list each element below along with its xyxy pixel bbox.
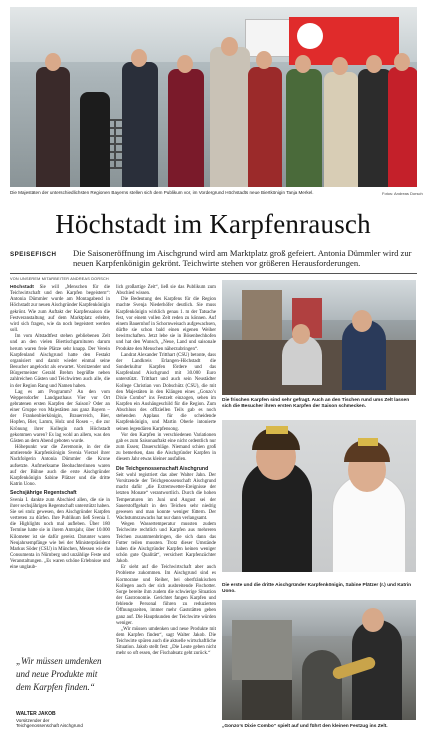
paragraph: Svenia I. dankte zum Abschied allen, die sie in ihrer sechsjährigen Regentschaft unterstützt haben. Sie sei stolz gewesen, den Aischgründer Karpfen vertreten zu dürfen. Ihre Publikum ließ Svenia I. die Highlights noch mal aufleben. Über 180 Termine hatte sie in ihrem Amtsjahr, über 10.000 Kilometer ist sie dafür gereist. Darunter waren Neujahrsempfänge wie bei der Ministerpräsident Markus Söder (CSU) in München, Messen wie die Consumenta in Nürnberg und unzählige Feste und Veranstaltungen. „Es waren schöne Erlebnisse und eine unglaub-	[10, 497, 110, 571]
paragraph: Seit wohl registriert das aber Walter Jahn. Der Vorsitzende der Teichgenossenschaft Aischgrund macht dafür „die Extremwetter-Ereignisse der letzten Monate“ verantwortlich. Durch die hohen Temperaturen im Juni und August sei der Sauerstoffgehalt in den Teichen sehr niedrig gewesen und man konnte weniger füttern. Der Wachstumszuwachs hat nur dann verlangsamt.	[116, 472, 216, 522]
photo-caption: Die erste und die dritte Aischgründer Karpfenkönigin, Sabine Plätzer (r.) und Katrin Uono.	[222, 583, 412, 594]
pull-quote: „Wir müssen umdenken und neue Produkte mit dem Karpfen finden.“	[16, 656, 102, 692]
top-photo-caption: Die Majestäten der unterschiedlichsten Regionen Bayerns stellen sich dem Publikum vor, im Vordergrund Höchstadts neue Biertkönigin Tanja Merkel.	[10, 190, 314, 195]
article-column-1	[10, 285, 110, 571]
paragraph: Sie will „Menschen für die Teichwirtschaft und den Karpfen begeistern“: Antonia Dümmler wurde am Montagabend in Höchstadt zur neuen Aischgründer Karpfenkönigin gekrönt. Wie zum Auftakt der Karpfensaison die Festveranstaltung auf dem Marktplatz erlebte, wird sich fragen, wie da noch begeistert werden soll.	[10, 285, 110, 334]
dateline: Höchstadt	[10, 285, 34, 290]
photo-caption: „Gonzo’s Dixie Combo“ spielt auf und führt den kleinen Festzug ins Zelt.	[222, 724, 388, 729]
subhead: Die Saisoneröffnung im Aischgrund wird am Marktplatz groß gefeiert. Antonia Dümmler wird zur neuen Karpfenkönigin gekrönt. Teichwirte stehen vor größeren Herausforderungen.	[73, 248, 412, 269]
paragraph: Höhepunkt war die Zeremonie, in der die amtierende Karpfenkönigin Svenia Vierzel ihrer Nachfolgerin Antonia Dümmler die Krone aufsetzte. Aufmerksame Beobachterinnen waren auf der Bühne auch die erste Aischgründer Karpfenkönigin Sabine Plätzer und die dritte Katrin Uono.	[10, 445, 110, 487]
photo-queens-portrait	[222, 420, 416, 572]
paragraph: Im vom Altstadtfest stehen gebliebenen Zelt und an den vielen Biertischgarnituren darum herum waren freie Plätze sehr knapp. Der Verein Karpfenland Aischgrund hatte den Festakt organisiert und damit wieder einmal seine Besucher angelockt als erwartet. Vorsitzender und Bürgermeister Gerald Brehm begrüßte neben zahlreichen Gästen und Teichwirten auch alle, die in der Region Rang und Namen haben.	[10, 334, 110, 389]
kicker: SPEISEFISCH	[10, 251, 57, 258]
paragraph: „Wir müssen umdenken und neue Produkte mit dem Karpfen finden“, sagt Walter Jakob. Die Teichwirte spüren auch die aktuelle wirtschaftliche Situation. Jakob stellt fest: „Die Leute geben nicht mehr so oft essen, der Fischabsatz geht zurück.“	[116, 626, 216, 657]
section-heading: Sechsjährige Regentschaft	[10, 490, 77, 497]
top-photo-queens	[10, 7, 417, 187]
quote-role: Vorsitzender der	[16, 717, 50, 723]
divider-rule	[10, 273, 417, 274]
paragraph: Er sieht auf die Teichwirtschaft aber auch Probleme zukommen. Im Aischgrund sind es Kormorane und Reiher, bei oberfränkischen Kollegen auch der sich ausbreitende Fischotter. Sorge bereite ihm zudem die schwierige Situation der Gastronomie. Gerichtet fangen Karpfen und fehlende Personal führen zu reduzierten Öffnungszeiten, immer mehr Gaststätten geben ganz auf. Die Hauptkunden der Teichwirte würden weniger.	[116, 565, 216, 626]
photo-caption: Die frischen Karpfen sind sehr gefragt. Auch an den Tischen rund ums Zelt lassen sich die Besucher ihren ersten Karpfen der Saison schmecken.	[222, 398, 410, 409]
article-column-2	[116, 285, 216, 658]
paragraph: Landrat Alexander Tritthart (CSU) betonte, dass der Landkreis Erlangen-Höchstadt die Sonderkultur Karpfen fördere und das Karpfenland Aischgrund mit 30.000 Euro unterstützt. Tritthart und auch sein Neustädter Kollege Christian von Dobschütz (CSU), die mit den Majestäten in den Klängen eines „Gonzo’s Dixie Combo“ ins Festzelt einzogen, sehen im Karpfen ein Aushängeschild für die Region. Zum Abschluss des offiziellen Teils gab es noch stehenden Applaus für die scheidende Karpfenkönigin, und Martin Oberle intonierte seinen legendären Karpfensong.	[116, 352, 216, 432]
photo-diners	[222, 280, 416, 395]
paragraph: Lag es am Programm? An den vom Weppersdorfer Landgasthaus Vier vor Ort gebratenen ersten Karpfen der Saison? Oder an einer Gruppe von Majestäten aus ganz Bayern – der Frankenbierkönigin, Brauerreich, Bier, Hopfen, Bier, Lamm, Holz und Rosen –, die zur Krönung ihrer Kollegin nach Höchstadt gekommen waren? Es lag wohl an allem, was den Gästen an dem Abend geboten wurde.	[10, 389, 110, 444]
author-line: VON UNSEREM MITARBEITER ANDREAS DORSCH	[10, 277, 109, 281]
paragraph: lich großartige Zeit“, ließ sie das Publikum zum Abschied wissen.	[116, 285, 216, 297]
photo-credit: Fotos: Andreas Dorsch	[382, 191, 423, 196]
section-heading: Die Teichgenossenschaft Aischgrund	[116, 465, 209, 472]
paragraph: Die Bedeutung des Karpfens für die Region machte Svenja Niederhöfer deutlich. Sie muss Karpfenkönigin wirklich genau 1. m der Tatsache fest, vor einem vollen Zelt reden zu können. Auf einem Bauernhof in Schornweisach aufgewachsen, dürfte sie schon bald einen eigenen Weiher bewirtschaften. Jetzt lebe sie in Bösenbechhofen und hat den Wunsch, „Neue, Land und saisonale Produkte den Menschen näherzubringen“.	[116, 297, 216, 352]
pull-quote-attribution	[16, 711, 83, 729]
paragraph: Wegen Wassertemperatur mussten zudem Teichwirte rechtlich und Karpfen aus mehreren Teichen zusammenbringen, die sich dann das Futter teilen mussten. Trotz dieser Umstände haben die Aischgründer Karpfen keinen weniger schön gute Qualität“, versichert Karpfenzüchter Jakob.	[116, 522, 216, 565]
headline: Höchstadt im Karpfenrausch	[55, 209, 371, 239]
photo-band	[222, 600, 416, 720]
quote-role: Teichgenossenschaft Aischgrund	[16, 723, 83, 729]
paragraph: Vor den Karpfen in verschiedenen Variationen gab es zum Saisonauftakt eine nicht ordentlich nur zum Essen; Dauerschläge. Niemand schien groß zu bemerken, dass die Aischgründer Karpfen in diesem Jahr etwas kleiner ausfallen.	[116, 432, 216, 463]
quote-name: WALTER JAKOB	[16, 711, 56, 717]
